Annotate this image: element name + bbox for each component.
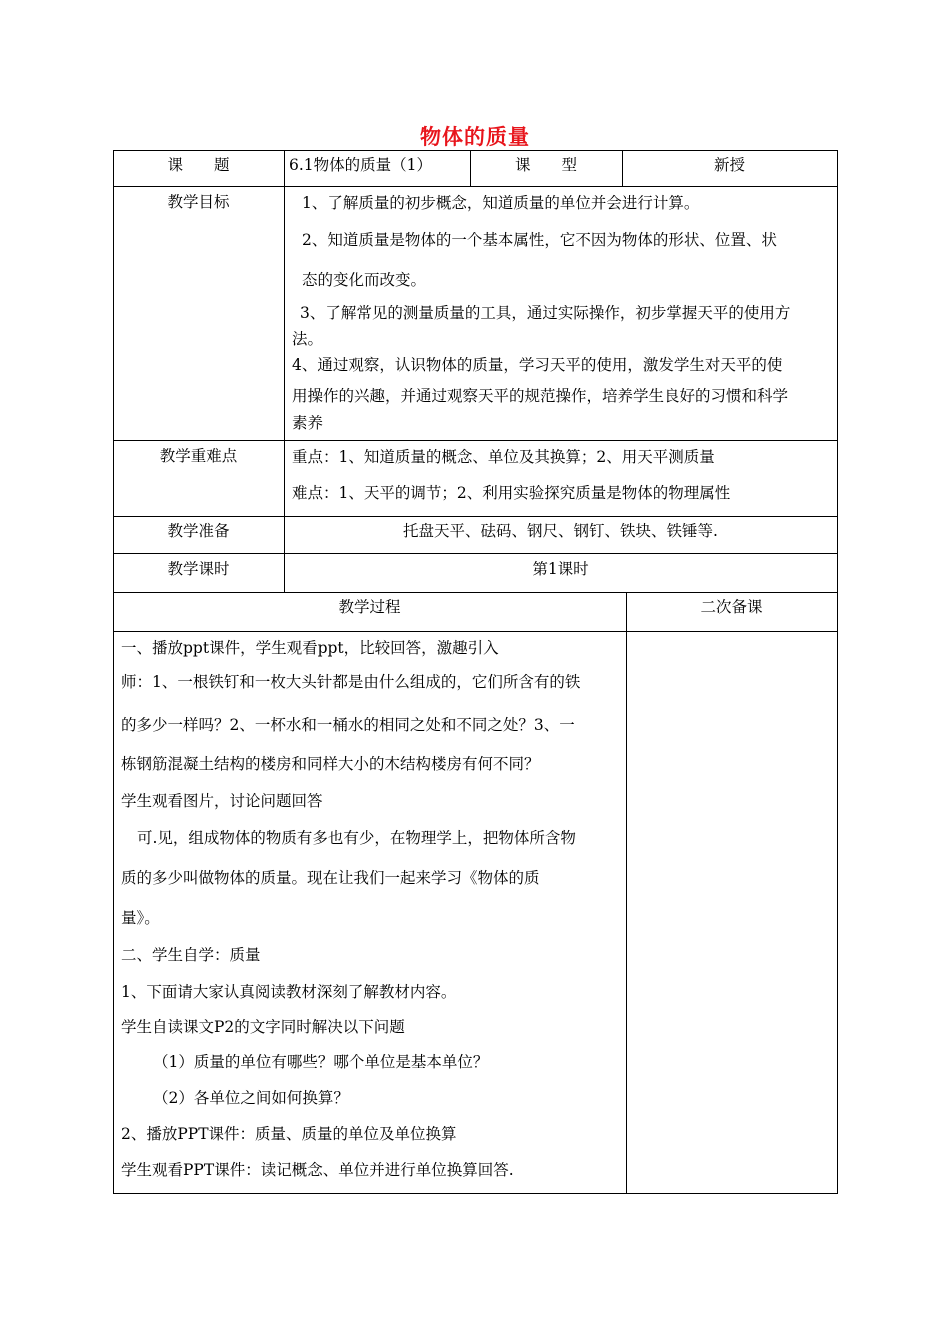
topic-label: 课 题 — [167, 156, 230, 174]
objective-line: 用操作的兴趣，并通过观察天平的规范操作，培养学生良好的习惯和科学 — [292, 387, 789, 405]
difficult-points: 难点：1、天平的调节；2、利用实验探究质量是物体的物理属性 — [292, 484, 731, 502]
process-line: 学生观看PPT课件：读记概念、单位并进行单位换算回答. — [121, 1161, 514, 1179]
row-divider — [113, 440, 838, 441]
preparation-label: 教学准备 — [167, 522, 230, 540]
row-divider — [113, 592, 838, 593]
column-divider — [626, 592, 627, 1194]
process-line: 量》。 — [121, 909, 160, 927]
row-divider — [113, 631, 838, 632]
process-line: 的多少一样吗？2、一杯水和一桶水的相同之处和不同之处？3、一 — [121, 716, 575, 734]
process-line: 学生观看图片，讨论问题回答 — [121, 792, 323, 810]
objectives-label: 教学目标 — [167, 193, 230, 211]
key-points-label: 教学重难点 — [159, 447, 238, 465]
table-border-top — [113, 150, 838, 151]
lesson-time-label: 教学课时 — [167, 560, 230, 578]
row-divider — [113, 553, 838, 554]
topic-value: 6.1物体的质量（1） — [289, 156, 433, 174]
row-divider — [113, 186, 838, 187]
objective-line: 4、通过观察，认识物体的质量，学习天平的使用，激发学生对天平的使 — [292, 356, 783, 374]
row-divider — [113, 516, 838, 517]
process-line: 可.见，组成物体的物质有多也有少，在物理学上，把物体所含物 — [137, 829, 576, 847]
process-header: 教学过程 — [338, 598, 401, 616]
important-points: 重点：1、知道质量的概念、单位及其换算；2、用天平测质量 — [292, 448, 715, 466]
process-line: （1）质量的单位有哪些？哪个单位是基本单位？ — [153, 1053, 489, 1071]
table-border-right — [837, 150, 838, 1194]
table-border-left — [113, 150, 114, 1194]
process-line: 栋钢筋混凝土结构的楼房和同样大小的木结构楼房有何不同？ — [121, 755, 540, 773]
objective-line: 1、了解质量的初步概念，知道质量的单位并会进行计算。 — [302, 194, 700, 212]
process-line: 师：1、一根铁钉和一枚大头针都是由什么组成的，它们所含有的铁 — [121, 673, 581, 691]
process-line: 质的多少叫做物体的质量。现在让我们一起来学习《物体的质 — [121, 869, 540, 887]
objective-line: 态的变化而改变。 — [302, 271, 427, 289]
process-line: 1、下面请大家认真阅读教材深刻了解教材内容。 — [121, 983, 457, 1001]
lesson-time-value: 第1课时 — [532, 560, 589, 578]
objective-line: 法。 — [292, 330, 324, 348]
document-title: 物体的质量 — [420, 125, 530, 149]
objective-line: 2、知道质量是物体的一个基本属性，它不因为物体的形状、位置、状 — [302, 231, 777, 249]
process-line: 二、学生自学：质量 — [121, 946, 261, 964]
table-border-bottom — [113, 1193, 838, 1194]
process-line: 学生自读课文P2的文字同时解决以下问题 — [121, 1018, 405, 1036]
type-label: 课 型 — [514, 156, 577, 174]
process-line: 一、播放ppt课件，学生观看ppt，比较回答，激趣引入 — [121, 639, 499, 657]
objective-line: 3、了解常见的测量质量的工具，通过实际操作，初步掌握天平的使用方 — [300, 304, 791, 322]
objective-line: 素养 — [292, 414, 324, 432]
type-value: 新授 — [713, 156, 745, 174]
secondary-prep-header: 二次备课 — [700, 598, 763, 616]
process-line: 2、播放PPT课件：质量、质量的单位及单位换算 — [121, 1125, 457, 1143]
process-line: （2）各单位之间如何换算？ — [153, 1089, 349, 1107]
preparation-value: 托盘天平、砝码、钢尺、钢钉、铁块、铁锤等. — [403, 522, 718, 540]
